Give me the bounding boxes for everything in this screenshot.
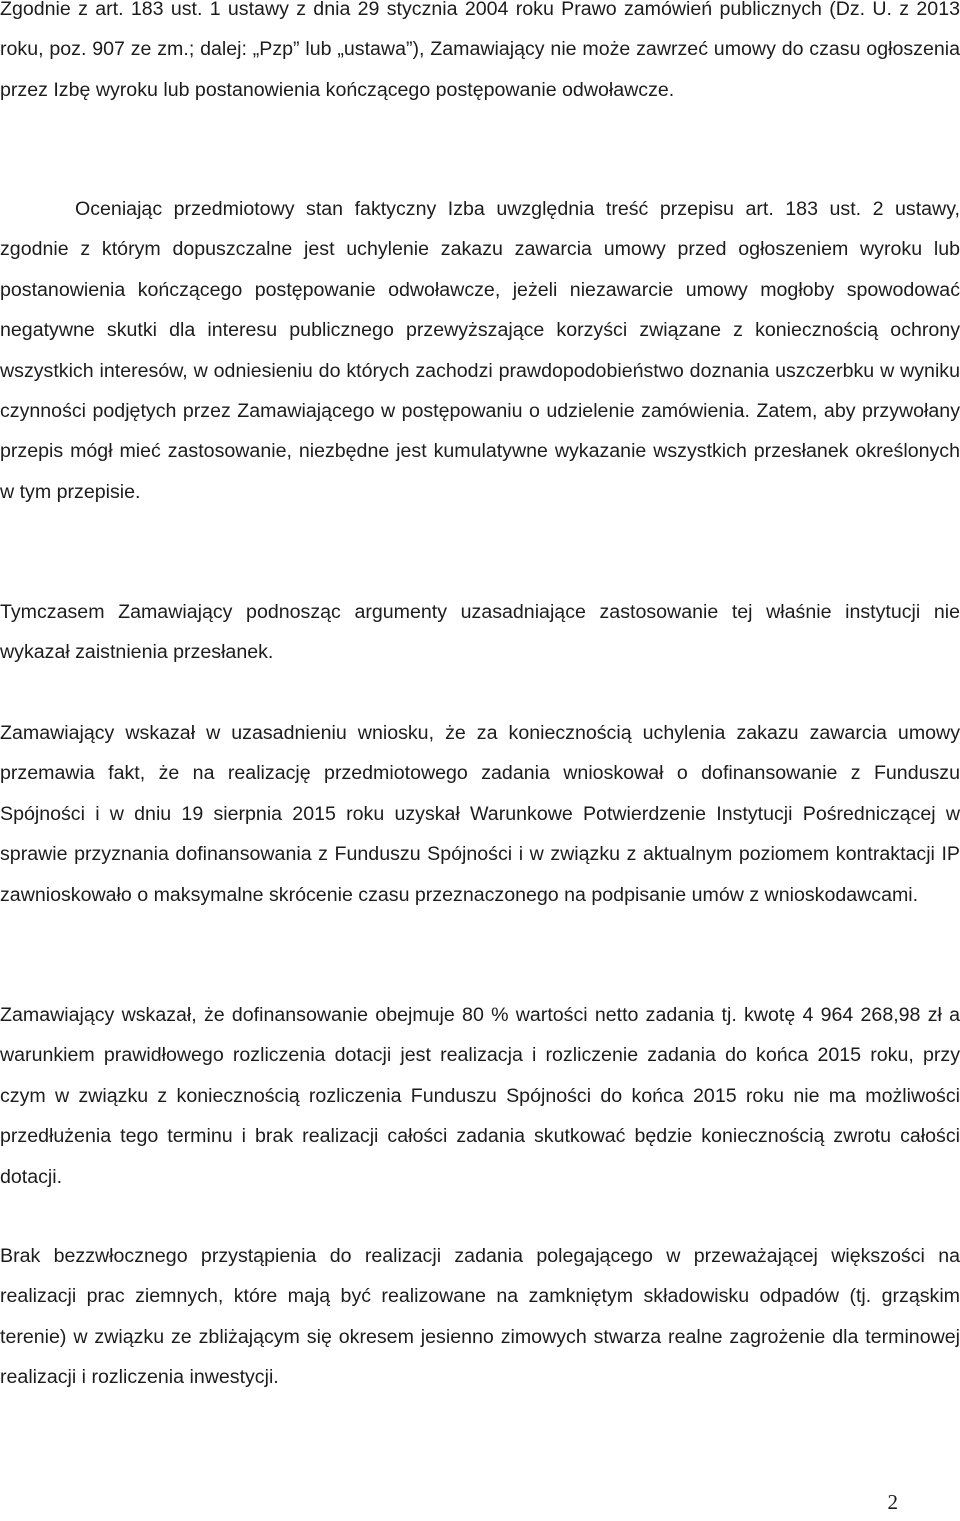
paragraph-4: Zamawiający wskazał w uzasadnieniu wniosku, że za koniecznością uchylenia zakazu zawarcia umowy przemawia fakt, że na realizację przedmiotowego zadania wnioskował o dofinansowanie z Funduszu Spójności i w dniu 19 sierpnia 2015 roku uzyskał Warunkowe Potwierdzenie Instytucji Pośredniczącej w sprawie przyznania dofinansowania z Funduszu Spójności i w związku z aktualnym poziomem kontraktacji IP zawnioskowało o maksymalne skrócenie czasu przeznaczonego na podpisanie umów z wnioskodawcami. xyxy=(0,722,960,906)
paragraph-6: Brak bezzwłocznego przystąpienia do realizacji zadania polegającego w przeważającej większości na realizacji prac ziemnych, które mają być realizowane na zamkniętym składowisku odpadów (tj. grząskim terenie) w związku ze zbliżającym się okresem jesienno zimowych stwarza realne zagrożenie dla terminowej realizacji i rozliczenia inwestycji. xyxy=(0,1245,960,1389)
page-number: 2 xyxy=(887,1490,898,1514)
paragraph-1: Zgodnie z art. 183 ust. 1 ustawy z dnia 29 stycznia 2004 roku Prawo zamówień publicznych (Dz. U. z 2013 roku, poz. 907 ze zm.; dalej: „Pzp” lub „ustawa”), Zamawiający nie może zawrzeć umowy do czasu ogłoszenia przez Izbę wyroku lub postanowienia kończącego postępowanie odwoławcze. xyxy=(0,0,960,101)
paragraph-3: Tymczasem Zamawiający podnosząc argumenty uzasadniające zastosowanie tej właśnie instytucji nie wykazał zaistnienia przesłanek. xyxy=(0,601,960,664)
paragraph-2: Oceniając przedmiotowy stan faktyczny Izba uwzględnia treść przepisu art. 183 ust. 2 ustawy, zgodnie z którym dopuszczalne jest uchylenie zakazu zawarcia umowy przed ogłoszeniem wyroku lub postanowienia kończącego postępowanie odwoławcze, jeżeli niezawarcie umowy mogłoby spowodować negatywne skutki dla interesu publicznego przewyższające korzyści związane z koniecznością ochrony wszystkich interesów, w odniesieniu do których zachodzi prawdopodobieństwo doznania uszczerbku w wyniku czynności podjętych przez Zamawiającego w postępowaniu o udzielenie zamówienia. Zatem, aby przywołany przepis mógł mieć zastosowanie, niezbędne jest kumulatywne wykazanie wszystkich przesłanek określonych w tym przepisie. xyxy=(0,198,960,503)
paragraph-5: Zamawiający wskazał, że dofinansowanie obejmuje 80 % wartości netto zadania tj. kwotę 4 964 268,98 zł a warunkiem prawidłowego rozliczenia dotacji jest realizacja i rozliczenie zadania do końca 2015 roku, przy czym w związku z koniecznością rozliczenia Funduszu Spójności do końca 2015 roku nie ma możliwości przedłużenia tego terminu i brak realizacji całości zadania skutkować będzie koniecznością zwrotu całości dotacji. xyxy=(0,1004,960,1188)
